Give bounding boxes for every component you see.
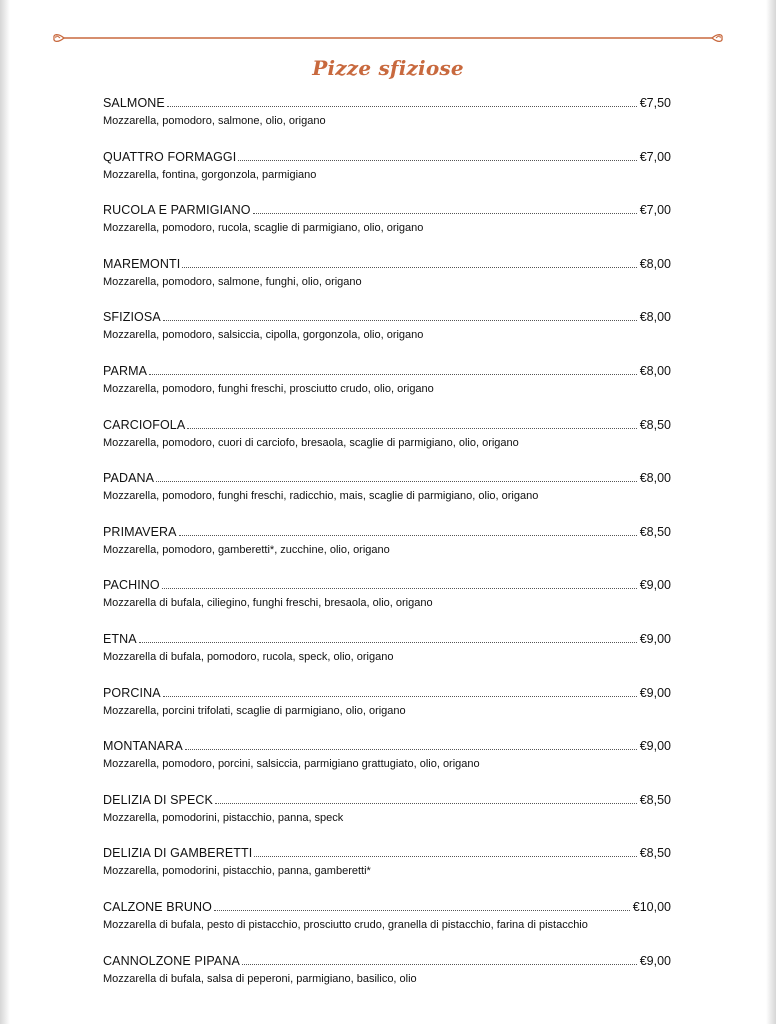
menu-item-price: €9,00	[639, 739, 671, 754]
menu-item-line	[103, 257, 671, 273]
menu-item	[103, 469, 671, 523]
menu-item	[103, 523, 671, 577]
menu-item-line	[103, 846, 671, 862]
menu-item-description: Mozzarella, fontina, gorgonzola, parmigiano	[103, 168, 317, 181]
menu-item	[103, 898, 671, 952]
dot-leader	[253, 212, 637, 214]
menu-item-name: SALMONE	[103, 96, 165, 110]
menu-item-price: €10,00	[632, 899, 671, 914]
menu-item-description: Mozzarella, porcini trifolati, scaglie di parmigiano, olio, origano	[103, 704, 406, 717]
menu-item-description: Mozzarella, pomodoro, salmone, olio, origano	[103, 115, 326, 127]
menu-item-price: €8,00	[639, 471, 671, 486]
menu-item-name: MONTANARA	[103, 739, 183, 754]
menu-item-description: Mozzarella, pomodoro, porcini, salsiccia, parmigiano grattugiato, olio, origano	[103, 758, 480, 771]
menu-item-price: €7,00	[639, 149, 671, 164]
menu-item-line	[103, 203, 671, 219]
dot-leader	[185, 748, 637, 750]
menu-list	[103, 94, 671, 1005]
menu-item-price: €9,00	[639, 578, 671, 593]
menu-item-price: €8,50	[639, 792, 671, 807]
dot-leader	[163, 695, 637, 697]
menu-item-line	[103, 525, 671, 541]
menu-item-price: €9,00	[639, 953, 671, 968]
dot-leader	[139, 641, 637, 643]
menu-item-description: Mozzarella di bufala, salsa di peperoni, parmigiano, basilico, olio	[103, 972, 417, 985]
menu-item-description: Mozzarella, pomodoro, funghi freschi, radicchio, mais, scaglie di parmigiano, olio, origano	[103, 490, 539, 503]
menu-item-price: €8,00	[639, 310, 671, 325]
menu-item-description: Mozzarella, pomodoro, funghi freschi, prosciutto crudo, olio, origano	[103, 382, 434, 395]
menu-item-description: Mozzarella di bufala, pomodoro, rucola, speck, olio, origano	[103, 650, 394, 663]
dot-leader	[149, 373, 637, 375]
menu-item-price: €8,50	[639, 417, 671, 432]
menu-item-name: DELIZIA DI GAMBERETTI	[103, 846, 253, 861]
menu-item-line	[103, 96, 671, 112]
menu-item-name: PADANA	[103, 471, 155, 486]
menu-item-price: €8,00	[639, 363, 671, 378]
dot-leader	[214, 909, 630, 911]
menu-item-name: ETNA	[103, 631, 137, 646]
page-edge-shadow-left	[0, 0, 10, 1024]
menu-item-description: Mozzarella di bufala, pesto di pistacchio, prosciutto crudo, granella di pistacchio, farina di pistacchio	[103, 918, 588, 931]
dot-leader	[238, 159, 636, 161]
menu-item-price: €7,50	[639, 96, 671, 110]
menu-item-price: €8,50	[639, 846, 671, 861]
menu-item-name: PORCINA	[103, 685, 161, 700]
menu-item-name: MAREMONTI	[103, 256, 181, 271]
menu-item-description: Mozzarella di bufala, ciliegino, funghi freschi, bresaola, olio, origano	[103, 597, 433, 610]
menu-item-price: €9,00	[639, 631, 671, 646]
menu-item	[103, 308, 671, 362]
menu-item-name: RUCOLA E PARMIGIANO	[103, 203, 251, 218]
menu-item-price: €8,50	[639, 524, 671, 539]
menu-item-line	[103, 686, 671, 702]
menu-item-line	[103, 364, 671, 380]
menu-item	[103, 791, 671, 845]
menu-item-line	[103, 900, 671, 916]
menu-item-line	[103, 310, 671, 326]
menu-item-description: Mozzarella, pomodoro, gamberetti*, zucchine, olio, origano	[103, 543, 390, 556]
dot-leader	[163, 319, 637, 321]
menu-item-price: €7,00	[639, 203, 671, 218]
ornamental-divider-icon	[50, 30, 726, 46]
menu-item-line	[103, 471, 671, 487]
dot-leader	[254, 855, 636, 857]
menu-item-line	[103, 418, 671, 434]
menu-item	[103, 737, 671, 791]
section-title: Pizze sfiziose	[312, 56, 464, 80]
dot-leader	[242, 963, 637, 965]
menu-item	[103, 94, 671, 148]
menu-item-line	[103, 954, 671, 970]
menu-item-name: PRIMAVERA	[103, 524, 177, 539]
menu-item	[103, 952, 671, 1006]
menu-item-description: Mozzarella, pomodoro, salmone, funghi, olio, origano	[103, 275, 362, 288]
dot-leader	[215, 802, 637, 804]
menu-item	[103, 844, 671, 898]
menu-item-price: €9,00	[639, 685, 671, 700]
menu-item	[103, 416, 671, 470]
dot-leader	[182, 266, 636, 268]
menu-item-description: Mozzarella, pomodoro, cuori di carciofo, bresaola, scaglie di parmigiano, olio, origano	[103, 436, 519, 449]
dot-leader	[179, 534, 637, 536]
menu-item-price: €8,00	[639, 256, 671, 271]
menu-item	[103, 362, 671, 416]
menu-item-name: PACHINO	[103, 578, 160, 593]
menu-item	[103, 255, 671, 309]
menu-item-line	[103, 739, 671, 755]
menu-item-description: Mozzarella, pomodoro, rucola, scaglie di parmigiano, olio, origano	[103, 222, 424, 235]
menu-item-name: CANNOLZONE PIPANA	[103, 953, 240, 968]
dot-leader	[167, 105, 637, 107]
menu-item	[103, 201, 671, 255]
dot-leader	[156, 480, 637, 482]
menu-item	[103, 684, 671, 738]
menu-item-name: DELIZIA DI SPECK	[103, 792, 213, 807]
dot-leader	[187, 427, 636, 429]
menu-item-line	[103, 793, 671, 809]
menu-item-line	[103, 150, 671, 166]
menu-item-description: Mozzarella, pomodoro, salsiccia, cipolla, gorgonzola, olio, origano	[103, 329, 424, 342]
menu-item-description: Mozzarella, pomodorini, pistacchio, panna, speck	[103, 811, 344, 824]
menu-item	[103, 148, 671, 202]
menu-item-line	[103, 632, 671, 648]
menu-item-name: SFIZIOSA	[103, 310, 161, 325]
menu-item-line	[103, 578, 671, 594]
menu-item-name: CALZONE BRUNO	[103, 899, 212, 914]
menu-item	[103, 630, 671, 684]
menu-item-name: CARCIOFOLA	[103, 417, 186, 432]
menu-item-name: QUATTRO FORMAGGI	[103, 149, 237, 164]
menu-item-name: PARMA	[103, 363, 148, 378]
menu-item-description: Mozzarella, pomodorini, pistacchio, panna, gamberetti*	[103, 865, 371, 878]
page-edge-shadow-right	[766, 0, 776, 1024]
dot-leader	[162, 587, 637, 589]
menu-item	[103, 576, 671, 630]
